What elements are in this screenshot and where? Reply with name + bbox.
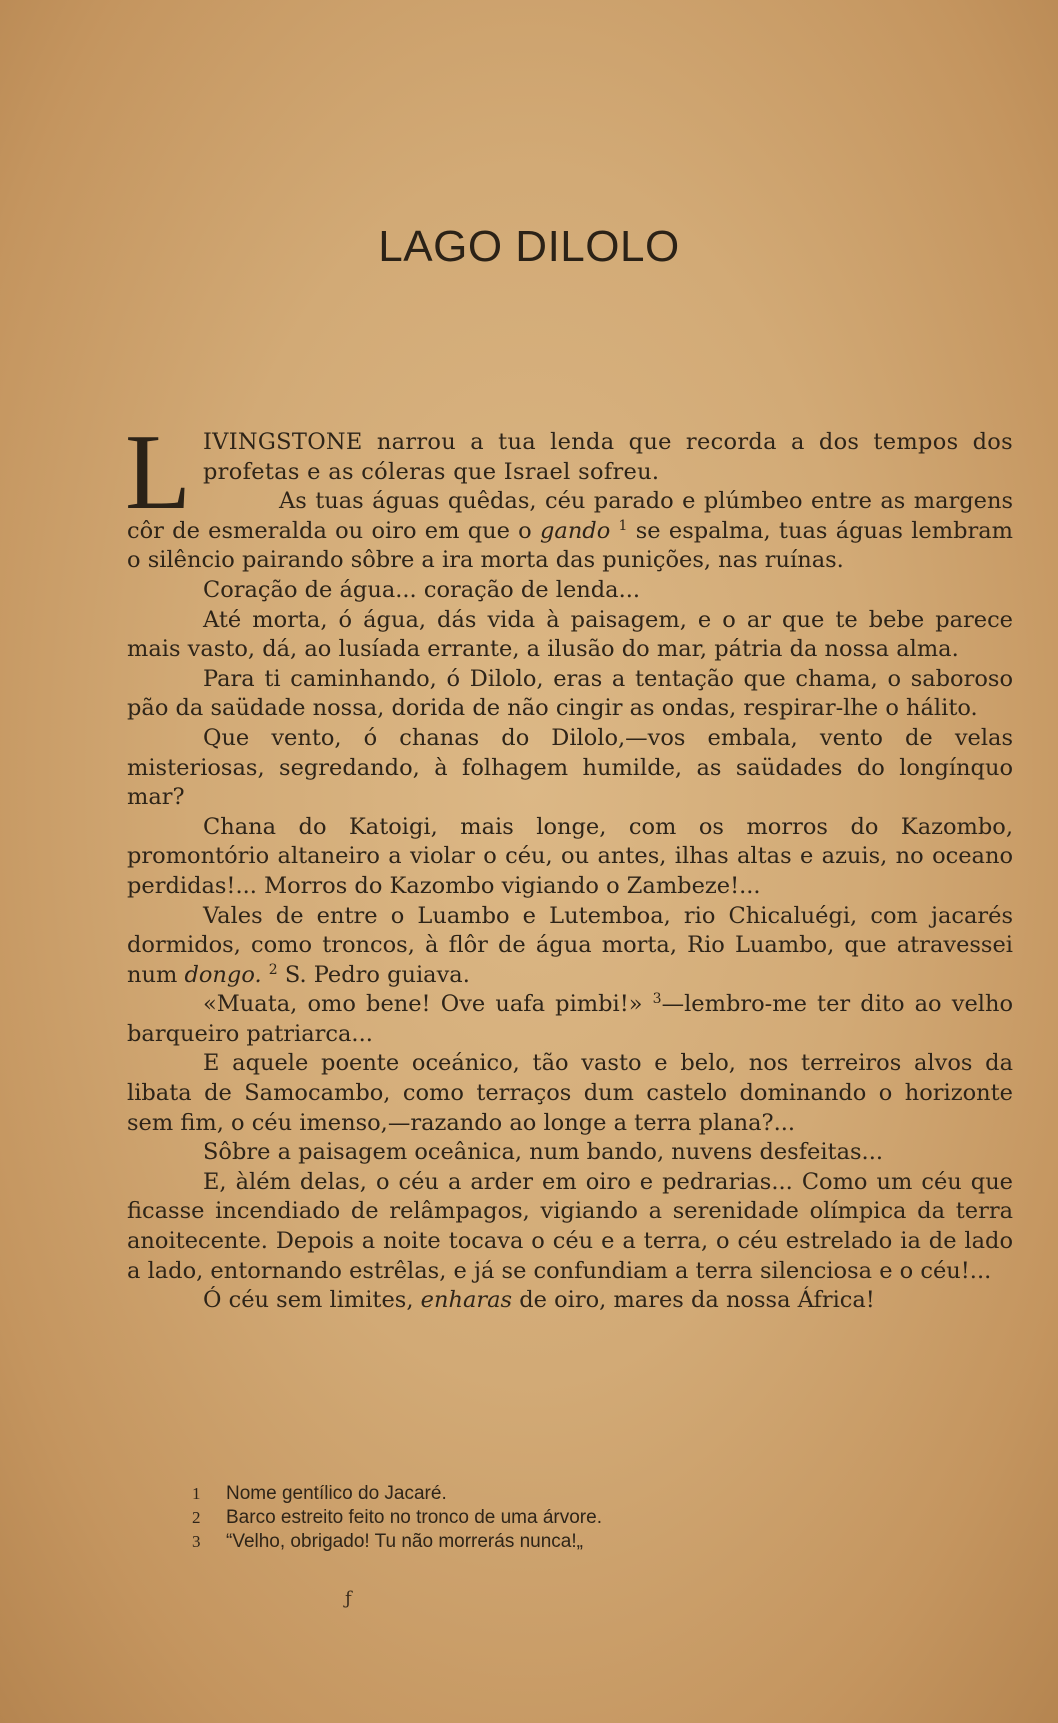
paragraph-9: «Muata, omo bene! Ove uafa pimbi!» $^3$—lembro-me ter dito ao velho barqueiro patriarca...: [127, 991, 1014, 1047]
footnote-1: 1 Nome gentílico do Jacaré.: [192, 1483, 447, 1504]
paragraph-1: LIVINGSTONE narrou a tua lenda que recorda a dos tempos dos profetas e as cóleras que Israel sofreu.: [125, 413, 1013, 532]
footnote-ref-2: 2: [268, 961, 278, 978]
paragraph-5: Para ti caminhando, ó Dilolo, eras a tentação que chama, o saboroso pão da saüdade nossa, dorida de não cingir as ondas, respirar-lhe o hálito.: [127, 665, 1013, 722]
italic-term-gando: gando: [540, 517, 611, 544]
paragraph-10: E aquele poente oceánico, tão vasto e belo, nos terreiros alvos da libata de Samocambo, como terraços dum castelo dominando o horizonte sem fim, o céu imenso,—razando ao longe a terra plana?...: [127, 1050, 1013, 1136]
footnote-ref-1: 1: [618, 517, 628, 534]
paragraph-7: Chana do Katoigi, mais longe, com os morros do Kazombo, promontório altaneiro a violar o céu, ou antes, ilhas altas e azuis, no oceano perdidas!... Morros do Kazombo vigiando o Zambeze!...: [127, 813, 1013, 899]
paragraph-4: Até morta, ó água, dás vida à paisagem, e o ar que te bebe parece mais vasto, dá, ao lusíada errante, a ilusão do mar, pátria da nossa alma.: [127, 606, 1013, 663]
printer-mark: ƒ: [345, 1588, 352, 1609]
italic-term-dongo: dongo.: [184, 961, 262, 988]
paragraph-8: Vales de entre o Luambo e Lutemboa, rio Chicaluégi, com jacarés dormidos, como troncos, à flôr de água morta, Rio Luambo, que atravessei num dongo. $^2$ S. Pedro guiava.: [127, 902, 1013, 988]
paragraph-2: As tuas águas quêdas, céu parado e plúmbeo entre as margens côr de esmeralda ou oiro em que o gando $^1$ se espalma, tuas águas lembram o silêncio pairando sôbre a ira morta das punições, nas ruínas.: [127, 488, 1013, 574]
chapter-title: LAGO DILOLO: [378, 222, 680, 271]
paragraph-11: Sôbre a paisagem oceânica, num bando, nuvens desfeitas...: [203, 1139, 884, 1166]
chapter-body: [125, 413, 1014, 1316]
paragraph-13: Ó céu sem limites, enharas de oiro, mares da nossa África!: [203, 1287, 875, 1314]
footnote-3: 3 “Velho, obrigado! Tu não morrerás nunca!„: [192, 1531, 583, 1552]
paragraph-3: Coração de água... coração de lenda...: [203, 576, 641, 603]
drop-cap: L: [125, 413, 191, 532]
footnotes: [192, 1482, 892, 1554]
paragraph-6: Que vento, ó chanas do Dilolo,—vos embala, vento de velas misteriosas, segredando, à folhagem humilde, as saüdades do longínquo mar?: [127, 724, 1013, 811]
footnote-2: 2 Barco estreito feito no tronco de uma árvore.: [192, 1507, 602, 1528]
italic-term-enharas: enharas: [420, 1287, 513, 1314]
footnote-ref-3: 3: [652, 991, 662, 1008]
paragraph-12: E, àlém delas, o céu a arder em oiro e pedrarias... Como um céu que ficasse incendiado de relâmpagos, vigiando a serenidade olímpica da terra anoitecente. Depois a noite tocava o céu e a terra, o céu estrelado ia de lado a lado, entornando estrêlas, e já se confundiam a terra silenciosa e o céu!...: [127, 1168, 1013, 1284]
